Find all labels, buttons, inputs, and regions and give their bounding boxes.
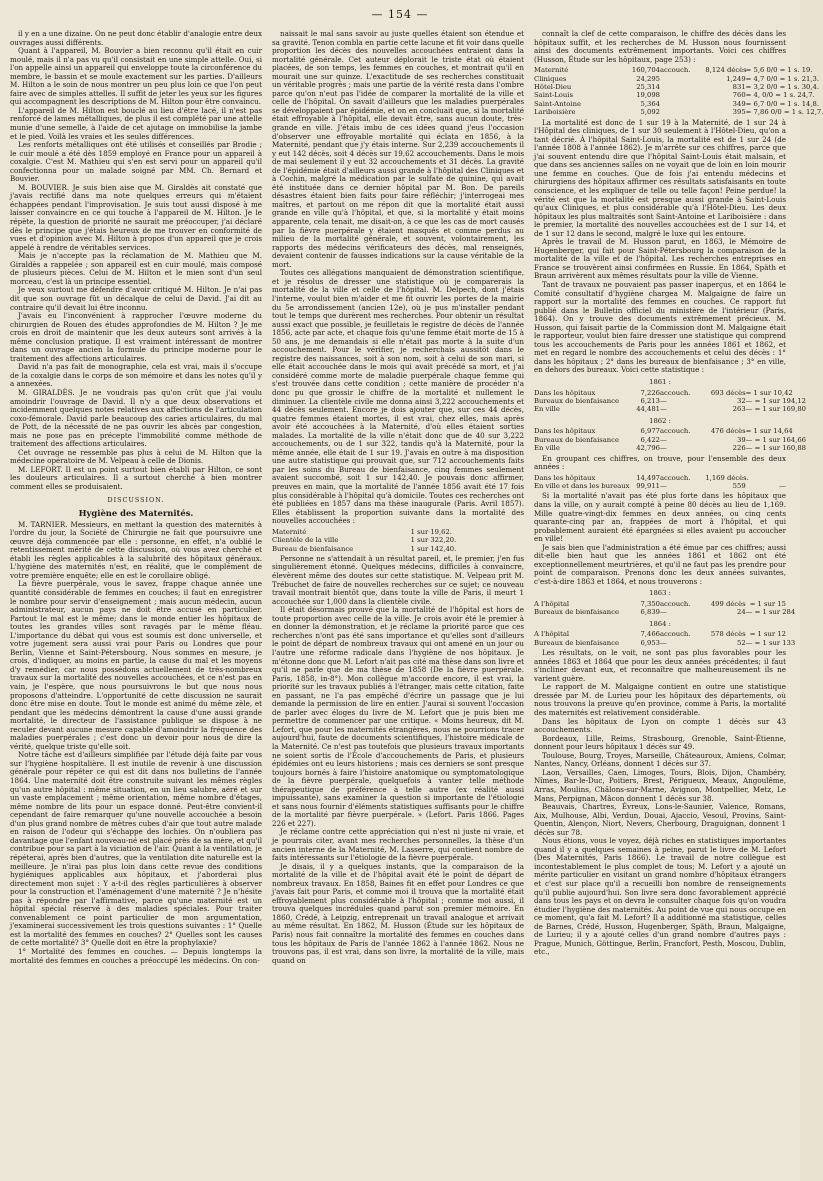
- paragraph: Je sais bien que l'administration a été émue par ces chiffres; aussi dit-elle bien haut que les années 1861 et 1862 ont été exceptionnellement meurtrières, et qu'il ne faut pas les prendre pour point de comparaison. Prenons donc les deux années suivantes, c'est-à-dire 1863 et 1864, et nous trouverons :: [534, 542, 786, 586]
- table-cell-label: accouch.: [659, 66, 691, 75]
- paragraph: connaît la clef de cette comparaison, le chiffre des décès dans les hôpitaux suffit, et les recherches de M. Husson nous fournissent ainsi des documents extrêmement importants. Voici ces chiffres (Husson, Étude sur les hôpitaux, page 253) :: [534, 29, 786, 64]
- text-columns: [10, 29, 823, 1171]
- table-cell-label: [660, 83, 705, 91]
- paragraph: Je veux surtout me défendre d'avoir critiqué M. Hilton. Je n'ai pas dit que son ouvrage fût un décalque de celui de David. J'ai dit au contraire qu'il devait lui être inconnu.: [10, 285, 262, 312]
- table-cell-ratio: — = 1 sur 194,12: [745, 396, 807, 405]
- table-row: [534, 396, 807, 405]
- paragraph: Je disais, il y a quelques instants, que la comparaison de la mortalité de la ville et de l'hôpital avait été le point de départ de nombreux travaux. En 1858, Baines fit en effet pour Londres ce que j'avais fait pour Paris, et comme moi il trouva que la mortalité était effroyablement plus considérable à l'hôpital ; comme moi aussi, il trouva quelques incrédules quand parut son premier mémoire. En 1860, Crédé, à Leipzig, entreprenait un travail analogue et arrivait au même résultat. En 1862, M. Husson (Étude sur les hôpitaux de Paris) nous fait connaître la mortalité des femmes en couches dans tous les hôpitaux de Paris de l'année 1862 à l'année 1862. Nous ne trouvons pas, il est vrai, dans son livre, la mortalité de la ville, mais quand on: [272, 861, 524, 965]
- table-cell-births: 6,422: [640, 435, 660, 444]
- table-cell-deaths: 395: [732, 108, 746, 117]
- table-cell-name: Maternité: [534, 66, 569, 75]
- table-cell-label: [660, 108, 705, 116]
- table-cell-deaths: 349: [732, 99, 746, 108]
- paragraph: Cet ouvrage ne ressemble pas plus à celui de M. Hilton que la médecine opératoire de M. Velpeau à celle de Dionis.: [10, 447, 262, 466]
- section-title: Hygiène des Maternités.: [78, 508, 194, 519]
- paragraph: Le rapport de M. Malgaigne contient en outre une statistique dressée par M. de Lurieu pour les hôpitaux des départements, où nous trouvons la preuve qu'en province, comme à Paris, la mortalité des maternités est relativement considérable.: [534, 682, 786, 718]
- paragraph: Beauvais, Chartres, Évreux, Lons-le-Saunier, Valence, Romans, Aix, Mulhouse, Albi, Verdun, Douai, Ajaccio, Vesoul, Provins, Saint-Quentin, Alençon, Niort, Nevers, Cherbourg, Draguignan, donnent 1 décès sur 78.: [534, 802, 786, 837]
- table-cell-ratio: — = 1 sur 164,66: [745, 435, 807, 444]
- column-1: [10, 30, 262, 1171]
- table-cell-deaths: 226: [732, 444, 746, 453]
- table-row: [534, 630, 786, 638]
- table-cell-label: accouch.: [659, 630, 691, 639]
- table-cell-deaths: 1,249: [726, 74, 746, 83]
- table-cell-births: 99,911: [636, 482, 660, 491]
- table-row: [534, 108, 823, 117]
- table-cell-label: Bureau de bienfaisance: [272, 544, 354, 553]
- stats-table-combined: [534, 474, 786, 491]
- column-3-paragraphs-3: [534, 455, 786, 472]
- table-cell-deaths: 39: [737, 435, 746, 444]
- paragraph: naissait le mal sans savoir au juste quelles étaient son étendue et sa gravité. Tenon comblа en partie cette lacune et fit voir dans quelle proportion les décès des nouvelles accouchées entraient dans la mortalité générale. Cet auteur déplorait le triste état où étaient placées, de son temps, les femmes en couches, et montrait qu'il en mourait une sur quinze. L'exactitude de ses recherches constituait un véritable progrès ; mais une partie de la vérité resta dans l'ombre parce qu'on n'eut pas l'idée de comparer la mortalité de la ville et celle de l'hôpital. On savait d'ailleurs que les maladies puerpérales se développaient par épidémie, et on en concluait que, si la mortalité était effroyable à l'hôpital, elle devait être, sans aucun doute, très-grande en ville. J'étais imbu de ces idées quand j'eus l'occasion d'observer une effroyable mortalité qui éclata en 1856, à la Maternité, pendant que j'y étais interne. Sur 2,239 accouchements il y eut 142 décès, soit 4 décès sur 19,62 accouchements. Dans le mois de mai seulement il y eut 32 accouchements et 31 décès. La gravité de l'épidémie était d'ailleurs aussi grande à l'hôpital des Cliniques et à Cochin, malgré la médication par le sulfate de quinine, qui avait été instituée dans ce dernier hôpital par M. Bon. De pareils désastres étaient bien faits pour faire réfléchir; j'interrogeai mes maîtres, et partout on me répon dit que la mortalité était aussi grande en ville qu'à l'hôpital, et que, si la mortalité y était moins apparente, cela tenait, me disait-on, à ce que les cas de mort causés par la fièvre puerpérale y étaient masqués et comme perdus au milieu de la mortalité générale, et souvent, volontairement, les rapports des médecins vérificateurs des décès, mal renseignés, devaient contenir de fausses indications sur la cause véritable de la mort.: [272, 29, 524, 269]
- column-2-paragraphs: [272, 30, 524, 526]
- table-cell-ratio: = 1 sur 15: [749, 600, 786, 609]
- table-row: [534, 388, 793, 397]
- table-cell-name: Bureaux de bienfaisance: [534, 638, 620, 647]
- table-cell-births: 44,481: [636, 405, 660, 414]
- paragraph: M. GIRALDÈS. Je ne voudrais pas qu'on crût que j'ai voulu amoindrir l'ouvrage de David. Il n'y a que deux observations et incidemment quelques notes relatives aux affections de l'articulation coxo-fémorale. David parle beaucoup des caries articulaires, du mal de Pott, de la nécessité de ne pas ouvrir les abcès par congestion, mais ne pose pas en précepte l'immobilité comme méthode de traitement des affections articulaires.: [10, 387, 262, 449]
- paragraph: M. BOUVIER. Je suis bien aise que M. Giraldès ait constaté que j'avais rectifié dans ma note quelques erreurs qui m'étaient échappées pendant l'improvisation. Je suis tout aussi disposé à me laisser convaincre en ce qui touche à l'appareil de M. Hilton. Je le répète, la question de priorité ne saurait me préoccuper, j'ai déclaré dès le principe que j'étais heureux de me trouver en conformité de vues et d'opinion avec M. Hilton à propos d'un appareil que je crois appelé à rendre de véritables services.: [10, 182, 262, 252]
- stats-table-1863: [534, 600, 796, 617]
- table-cell-ratio: — = 1 sur 160,88: [745, 444, 807, 453]
- year-heading-1862: 1862 :: [649, 416, 671, 425]
- table-cell-births: 42,796: [636, 444, 660, 453]
- table-cell-deaths: 263: [732, 405, 746, 414]
- table-cell-name: A l'hôpital: [534, 600, 570, 609]
- year-heading-1864: 1864 :: [649, 619, 671, 628]
- paragraph: Après le travail de M. Husson parut, en 1863, le Mémoire de Hugenberger, qui fait pour Saint-Pétersbourg la comparaison de la mortalité de la ville et de l'hôpital. Les recherches entreprises en France se trouvèrent ainsi confirmées en Russie. En 1864, Späth et Braun arrivèrent aux mêmes résultats pour la ville de Vienne.: [534, 237, 786, 281]
- stats-table-1862: [534, 427, 807, 453]
- table-row: [534, 74, 820, 83]
- column-3: [534, 29, 823, 1171]
- table-cell-deaths: 476 décès: [710, 427, 746, 436]
- table-cell-label: Clientèle de la ville: [272, 536, 339, 545]
- table-cell-label: [660, 75, 705, 83]
- year-heading-1861: 1861 :: [649, 378, 671, 387]
- paragraph: Les résultats, on le voit, ne sont pas plus favorables pour les années 1863 et 1864 que pour les deux années précédentes; il faut s'incliner devant eux, et reconnaître que malheureusement ils ne varient guère.: [534, 648, 786, 683]
- table-row: [534, 66, 813, 75]
- paragraph: J'avais eu l'inconvénient à rapprocher l'œuvre moderne du chirurgien de Rouen des études approfondies de M. Hilton ? Je me crois en droit de maintenir que les deux auteurs sont arrivés à la même conclusion pratique. Il est vraiment intéressant de montrer dans un ouvrage ancien la formule du principe moderne pour le traitement des affections articulaires.: [10, 311, 262, 363]
- table-cell-label: [660, 100, 705, 108]
- hospital-mortality-table: [534, 66, 823, 117]
- table-cell-name: Bureaux de bienfaisance: [534, 435, 620, 444]
- paragraph: Mais je n'accepte pas la réclamation de M. Mathieu que M. Giraldès a rappelée ; son appareil est en cuir moulé, mais composé de plusieurs pièces. Celui de M. Hilton et le mien sont d'un seul morceau, c'est là un principe essentiel.: [10, 251, 262, 286]
- table-cell-births: 14,497: [636, 473, 660, 482]
- table-cell-deaths: 52: [737, 638, 746, 647]
- stats-table-1861: [534, 388, 807, 414]
- table-cell-name: Saint-Antoine: [534, 99, 581, 108]
- table-cell-deaths: 578 décès: [710, 630, 746, 639]
- table-cell-name: Cliniques: [534, 74, 567, 83]
- table-cell-births: 6,953: [640, 638, 660, 647]
- paragraph: Laon, Versailles, Caen, Limoges, Tours, Blois, Dijon, Chambéry, Nîmes, Bar-le-Duc, Poitiers, Brest, Périgueux, Meaux, Angoulême, Arras, Moulins, Châlons-sur-Marne, Avignon, Montpellier, Metz, Le Mans, Perpignan, Mâcon donnent 1 décès sur 38.: [534, 767, 786, 803]
- table-cell-name: Dans les hôpitaux: [534, 473, 596, 482]
- table-row: [534, 608, 796, 617]
- paragraph: Je réclame contre cette appréciation qui n'est ni juste ni vraie, et je pourrais citer, avant mes recherches personnelles, la thèse d'un ancien interne de la Maternité, M. Lasserre, qui contient nombre de faits intéressants sur l'étiologie de la fièvre puerpérale.: [272, 827, 524, 863]
- paragraph: L'appareil de M. Hilton est bouclé au lieu d'être lacé, il n'est pas renforcé de lames métalliques, de plus il est complété par une attelle munie d'une semelle, à l'aide de cet ajutage on immobilise la jambe et le pied. Voilà les vraies et les seules différences.: [10, 105, 262, 141]
- table-cell-deaths: 8,124 décès: [705, 66, 747, 75]
- table-cell-name: Dans les hôpitaux: [534, 427, 596, 436]
- table-cell-name: Lariboisière: [534, 108, 576, 117]
- table-cell-deaths: 24: [737, 608, 746, 617]
- mortality-table-1856: [272, 528, 524, 553]
- table-cell-ratio: = 3,2 0/0 = 1 s. 30,4.: [745, 83, 820, 91]
- table-cell-ratio: = 4,7 0/0 = 1 s. 21,3.: [745, 74, 820, 83]
- table-cell-deaths: 559: [732, 482, 746, 491]
- table-row: [534, 99, 820, 108]
- table-cell-ratio: [746, 474, 786, 482]
- paragraph: M. LEFORT. Il est un point surtout bien établi par Hilton, ce sont les douleurs articulaires. Il a surtout cherché à bien montrer comment elles se produisaient.: [10, 464, 262, 491]
- table-cell-name: Bureaux de bienfaisance: [534, 396, 620, 405]
- table-cell-ratio: —: [779, 482, 786, 491]
- table-cell-births: 7,466: [640, 630, 660, 639]
- table-cell-ratio: = 6,7 0/0 = 1 s. 14,8.: [745, 99, 820, 108]
- table-cell-value: 1 sur 19,62.: [410, 527, 452, 536]
- table-cell-name: Saint-Louis: [534, 91, 573, 100]
- table-cell-label: —: [659, 444, 667, 453]
- paragraph: Quant à l'appareil, M. Bouvier a bien reconnu qu'il était en cuir moulé, mais il n'a pas vu qu'il consistait en une simple attelle. Oui, si l'on appelle ainsi un appareil qui enveloppe toute la circonférence du membre, le bassin et se moule exactement sur les parties. D'ailleurs M. Hilton a le soin de nous montrer un peu plus loin ce que l'on peut faire avec de simples attelles. Il suffit de jeter les yeux sur les figures qui accompagnent les descriptions de M. Hilton pour être convaincu.: [10, 46, 262, 107]
- table-row: [272, 536, 524, 544]
- table-cell-deaths: 499 décès: [710, 600, 746, 609]
- paragraph: Les renforts métalliques ont été utilisés et conseillés par Brodie ; le cuir moulé a été dès 1859 employé en France pour un appareil à coxalgie. C'est M. Mathieu qui s'en est servi pour un appareil qu'il confectionna pour un malade soigné par MM. Ch. Bernard et Bouvier.: [10, 140, 262, 184]
- paragraph: En groupant ces chiffres, on trouve, pour l'ensemble des deux années :: [534, 453, 786, 472]
- table-cell-name: Hôtel-Dieu: [534, 83, 572, 91]
- table-cell-births: 6,977: [640, 427, 660, 436]
- year-heading-1863: 1863 :: [649, 589, 671, 598]
- paragraph: Il était désormais prouvé que la mortalité de l'hôpital est hors de toute proportion avec celle de la ville. Je crois avoir été le premier à en donner la démonstration, et je réclame la priorité parce que ces recherches n'ont pas été sans importance et qu'elles sont d'ailleurs le point de départ de nombreux travaux qui ont amené en un jour ou l'autre une réforme radicale dans l'hygiène de nos hôpitaux. Je m'étonne donc que M. Lefort n'ait pas cité ma thèse dans son livre et qu'il ne parle que de ma thèse de 1858 (De la fièvre puerpérale. Paris, 1858, in-8°). Mon collègue m'accorde encore, il est vrai, la priorité sur les travaux publiés à l'étranger, mais cette citation, faite en passant, ne l'a pas empêché d'écrire un passage que je lui demande la permission de lire en entier. J'aurai si souvent l'occasion de parler avec éloges du livre de M. Lefort que je puis bien me permettre de commencer par une critique. « Moins heureux, dit M. Lefort, que pour les maternités étrangères, nous ne pourrions tracer aujourd'hui, faute de documents scientifiques, l'histoire médicale de la Maternité. Ce n'est pas toutefois que plusieurs travaux importants ne soient sortis de l'École d'accouchements de Paris, et plusieurs épidémies ont eu leurs historiens ; mais ces derniers se sont presque toujours bornés à faire l'histoire anatomique ou symptomatologique de la fièvre puerpérale, quelquefois à vanter telle méthode thérapeutique de préférence à telle autre (ex réalité aussi impuissante), sans examiner la question si importante de l'étiologie et sans nous fournir d'éléments statistiques suffisants pour le chiffre de la mortalité par fièvre puerpérale. » (Lefort. Paris 1866. Pages 226 et 227).: [272, 605, 524, 828]
- table-cell-name: Bureaux de bienfaisance: [534, 608, 620, 617]
- paragraph: David n'a pas fait de monographie, cela est vrai, mais il s'occupe de la coxalgie dans le corps de son mémoire et dans les notes qu'il y a annexées.: [10, 362, 262, 389]
- table-row: [272, 528, 524, 536]
- table-cell-births: 25,314: [636, 83, 660, 91]
- table-row: [534, 482, 786, 490]
- table-row: [534, 405, 807, 414]
- table-row: [534, 435, 807, 444]
- table-cell-ratio: = 1 sur 12: [749, 630, 786, 639]
- column-2-paragraphs-2: [272, 555, 524, 965]
- table-cell-label: —: [659, 482, 667, 491]
- paragraph: Tant de travaux ne pouvaient pas passer inaperçus, et en 1864 le Comité consultatif d'hygiène chargea M. Malgaigne de faire un rapport sur la mortalité des femmes en couches. Ce rapport fut publié dans le Bulletin officiel du ministère de l'intérieur (Paris, 1864). On y trouve des documents extrêmement précieux. M. Husson, qui faisait partie de la Commission dont M. Malgaigne était le rapporteur, voulut bien faire dresser une statistique qui comprend tous les accouchements de Paris pour les années 1861 et 1862, et met en regard le nombre des accouchements et celui des décès : 1° dans les hôpitaux ; 2° dans les bureaux de bienfaisance ; 3° en ville, en dehors des bureaux. Voici cette statistique :: [534, 280, 786, 375]
- table-row: [534, 474, 786, 482]
- table-cell-births: 6,213: [640, 396, 660, 405]
- paragraph: Si la mortalité n'avait pas été plus forte dans les hôpitaux que dans la ville, on y aurait compté à peine 80 décès au lieu de 1,169. Mille quatre-vingt-dix femmes en deux années, ou cinq cents quarante-cinq par an, frappées de mort à l'hôpital, et qui probablement auraient été épargnées si elles avaient pu accoucher en ville!: [534, 491, 786, 544]
- table-cell-value: 1 sur 322,20.: [410, 536, 457, 545]
- paragraph: La fièvre puerpérale, vous le savez, frappe chaque année une quantité considérable de femmes en couches; il faut en enregistrer le nombre pour servir d'enseignement ; mais aucun médecin, aucun administrateur, aucun pays ne doit être accusé en particulier. Partout le mal est le même; dans le monde entier les hôpitaux de toutes les grandes villes sont ravagés par le même fléau. L'importance du débat qui vous est soumis est donc universelle, et votre jugement sera aussi vrai pour Paris ou Londres que pour Berlin, Vienne et Saint-Pétersbourg. Nous sommes en mesure, je crois, d'indiquer, au moins en partie, la cause du mal et les moyens d'y remédier, car nous possédons actuellement de très-nombreux travaux sur la mortalité des nouvelles accouchées, et ce n'est pas en vain, je l'espère, que nous poursuivrons le but que nous nous proposons d'atteindre. L'opportunité de cette discussion ne saurait donc être mise en doute. Tout le monde est animé du même zèle, et pendant que les médecins démontrent la cause d'une aussi grande mortalité, le directeur de l'assistance publique se dispose à ne reculer devant aucune mesure capable d'amoindrir la fréquence des maladies puerpérales ; c'est donc un devoir pour nous de dire la vérité, quelque triste qu'elle soit.: [10, 579, 262, 751]
- table-row: [534, 83, 820, 91]
- column-1-paragraphs-2: [10, 521, 262, 965]
- table-cell-deaths: 693 décès: [710, 388, 746, 397]
- table-cell-births: 160,704: [631, 66, 660, 75]
- column-2: [272, 30, 524, 1171]
- table-row: [534, 91, 815, 100]
- paragraph: Dans les hôpitaux de Lyon on compte 1 décès sur 43 accouchements.: [534, 716, 786, 735]
- table-row: [272, 545, 524, 553]
- table-cell-deaths: 760: [732, 91, 746, 100]
- table-cell-label: accouch.: [659, 600, 691, 609]
- table-row: [534, 600, 786, 608]
- column-3-paragraphs: [534, 30, 786, 64]
- table-cell-label: —: [659, 638, 667, 647]
- table-cell-label: —: [659, 435, 667, 444]
- column-3-paragraphs-4: [534, 492, 786, 586]
- paragraph: 1° Mortalité des femmes en couches. — Depuis longtemps la mortalité des femmes en couches a préoccupé les médecins. On con-: [10, 946, 262, 965]
- table-cell-label: [660, 91, 705, 99]
- table-cell-births: 7,226: [640, 388, 660, 397]
- table-cell-births: 7,350: [640, 600, 660, 609]
- table-cell-ratio: — = 1 sur 284: [745, 608, 796, 617]
- table-cell-label: accouch.: [659, 388, 691, 397]
- table-cell-ratio: = 4, 0/0 = 1 s. 24,7.: [745, 91, 815, 100]
- table-cell-label: Maternité: [272, 527, 307, 536]
- table-cell-label: —: [659, 396, 667, 405]
- column-3-paragraphs-5: [534, 649, 786, 957]
- paragraph: M. TARNIER. Messieurs, en mettant la question des maternités à l'ordre du jour, la Société de Chirurgie ne fait que poursuivre une œuvre déjà commencée par elle : personne, en effet, n'a oublié le retentissement mérité de cette discussion, où vous avez cherché et établi les règles applicables à la salubrité des hôpitaux généraux. L'hygiène des maternités n'est, en réalité, que le complément de votre première enquête; elle en est le corollaire obligé.: [10, 519, 262, 580]
- paragraph: Toulouse, Bourg, Troyes, Marseille, Châteauroux, Amiens, Colmar, Nantes, Nancy, Orléans, donnent 1 décès sur 37.: [534, 750, 786, 769]
- table-cell-label: accouch.: [659, 427, 691, 436]
- table-row: [534, 638, 796, 647]
- discussion-label: DISCUSSION.: [107, 495, 165, 504]
- table-cell-name: En ville: [534, 405, 560, 414]
- column-1-paragraphs: [10, 30, 262, 492]
- table-cell-ratio: — = 1 sur 133: [745, 638, 796, 647]
- table-cell-deaths: 1,169 décès.: [705, 473, 749, 482]
- paragraph: Personne ne s'attendait à un résultat pareil, et, le premier, j'en fus singulièrement étonné. Quelques médecins, difficiles à convaincre, élevèrent même des doutes sur cette statistique. M. Velpeau prit M. Trébuchet de faire de nouvelles recherches sur ce sujet; ce nouveau travail montrait bientôt que, dans toute la ville de Paris, il meurt 1 accouchée sur 1,000 dans la clientèle civile.: [272, 553, 524, 606]
- column-3-paragraphs-2: [534, 119, 786, 375]
- table-cell-value: 1 sur 142,40.: [410, 544, 457, 553]
- table-row: [534, 444, 807, 453]
- paragraph: Notre tâche est d'ailleurs simplifiée par l'étude déjà faite par vous sur l'hygiène hospitalière. Il est inutile de revenir à une discussion générale pour répéter ce qui est dit dans nos bulletins de l'année 1864. Une maternité doit être construite suivant les mêmes règles qu'un autre hôpital : même situation, en un lieu salubre, aéré et sur un vaste emplacement ; même orientation, même nombre d'étages, même nombre de lits pour un espace donné. Peut-être convient-il cependant de faire remarquer qu'une nouvelle accouchée a besoin d'un plus grand nombre de mètres cubes d'air que tout autre malade en raison de l'odeur qui s'échappe des lochies. On n'oubliera pas davantage que l'enfant nouveau-né est placé près de sa mère, et qu'il contribue pour sa part à la viciation de l'air. Quant à la ventilation, je répéterai, après bien d'autres, que la ventilation dite naturelle est la meilleure. Je n'irai pas plus loin dans cette revue des conditions hygiéniques applicables aux hôpitaux, et j'aborderai plus directement mon sujet : Y a-t-il des règles particulières à observer pour la construction et l'aménagement d'une maternité ? Je n'hésite pas à répondre par l'affirmative, parce qu'une maternité est un hôpital spécial réservé à des maladies spéciales. Pour traiter convenablement ce point particulier de mon argumentation, j'examinerai successivement les trois questions suivantes : 1° Quelle est la mortalité des femmes en couches? 2° Quelles sont les causes de cette mortalité? 3° Quelle doit en être la prophylaxie?: [10, 750, 262, 948]
- table-cell-ratio: = 1 sur 10,42: [745, 388, 793, 397]
- table-cell-name: A l'hôpital: [534, 630, 570, 639]
- table-cell-deaths: 32: [737, 396, 746, 405]
- paragraph: Nous étions, vous le voyez, déjà riches en statistiques importantes quand il y a quelques semaines à peine, parut le livre de M. Lefort (Des Maternités, Paris 1866). Le travail de notre collègue est incontestablement le plus complet de tous; M. Lefort y a ajouté un mérite particulier en visitant un grand nombre d'hôpitaux étrangers et c'est sur place qu'il a recueilli bon nombre de renseignements qu'il publie aujourd'hui. Son livre sera donc favorablement apprécié dans tous les pays et on devra le consulter chaque fois qu'on voudra étudier l'hygiène des maternités. Au point de vue qui nous occupe en ce moment, qu'a fait M. Lefort? Il a additionné ma statistique, celles de Barnes, Crédé, Husson, Hugenberger, Späth, Braun, Malgaigne, de Lurieu; il y a ajouté celles d'un grand nombre d'autres pays : Prague, Munich, Göttingue, Berlin, Francfort, Pesth, Moscou, Dublin, etc.,: [534, 836, 786, 957]
- table-cell-births: 19,098: [636, 91, 660, 100]
- table-cell-ratio: = 1 sur 14,64: [745, 427, 793, 436]
- table-cell-births: 5,092: [640, 108, 660, 117]
- table-row: [534, 427, 793, 436]
- table-cell-name: En ville et dans les bureaux: [534, 482, 630, 491]
- table-cell-ratio: = 7,86 0/0 = 1 s. 12,7.: [745, 108, 823, 117]
- table-cell-births: 5,364: [640, 99, 660, 108]
- paragraph: il y en a une dizaine. On ne peut donc établir d'analogie entre deux ouvrages aussi différents.: [10, 29, 262, 47]
- table-cell-name: En ville: [534, 444, 560, 453]
- table-cell-deaths: 831: [732, 83, 746, 91]
- paragraph: Bordeaux, Lille, Reims, Strasbourg, Grenoble, Saint-Étienne, donnent pour leurs hôpitaux 1 décès sur 49.: [534, 733, 786, 752]
- table-cell-label: accouch.: [659, 473, 691, 482]
- stats-table-1864: [534, 630, 796, 647]
- table-cell-ratio: = 5,6 0/0 = 1 s. 19.: [745, 66, 813, 75]
- table-cell-label: —: [659, 405, 667, 414]
- table-cell-ratio: — = 1 sur 169,80: [745, 405, 807, 414]
- table-cell-label: —: [659, 608, 667, 617]
- table-cell-name: Dans les hôpitaux: [534, 388, 596, 397]
- table-cell-births: 6,839: [640, 608, 660, 617]
- paragraph: Toutes ces allégations manquaient de démonstration scientifique, et je résolus de dresser une statistique où je comparerais la mortalité de la ville et celle de l'hôpital. M. Delpech, dont j'étais l'interne, voulut bien m'aider et me fit ouvrir les portes de la mairie du 5e arrondissement (ancien 12e), où je pus m'installer pendant tout le temps que durèrent mes recherches. Pour obtenir un résultat aussi exact que possible, je feuilletais le registre de décès de l'année 1856, acte par acte, et chaque fois qu'une femme était morte de 15 à 50 ans, je me demandais si elle n'était pas morte à la suite d'un accouchement. Pour le vérifier, je recherchais aussitôt dans le registre des naissances, soit à son nom, soit à celui de son mari, si elle était accouchée dans le mois qui avait précédé sa mort, et j'ai considéré comme morte de maladie puerpérale chaque femme qui s'est trouvée dans cette condition ; cette manière de procéder n'a donc pu que grossir le chiffre de la mortalité et nullement le diminuer. La clientèle civile me donna ainsi 3,222 accouchements et 44 décès seulement. Encore je dois ajouter que, sur ces 44 décès, quatre femmes étaient mortes, il est vrai, chez elles, mais après avoir été accouchées à la Maternité, d'où elles étaient sorties malades. La mortalité de la ville n'était donc que de 40 sur 3,222 accouchements, ou de 1 sur 322, tandis qu'à la Maternité, pour la même année, elle était de 1 sur 19. J'avais en outre à ma disposition une autre statistique qui prouvait que, sur 712 accouchements faits par les soins du Bureau de bienfaisance, cinq femmes seulement avaient succombé, soit 1 sur 142,40. Je pouvais donc affirmer, preuves en main, que la mortalité de l'année 1856 avait été 17 fois plus considérable à l'hôpital qu'à domicile. Toutes ces recherches ont été publiées en 1857 dans ma thèse inaugurale (Paris. Avril 1857). Elles établissent la proportion suivante dans la mortalité des nouvelles accouchées :: [272, 268, 524, 526]
- page-number: — 154 —: [371, 8, 429, 21]
- table-cell-births: 24,295: [636, 74, 660, 83]
- paragraph: La mortalité est donc de 1 sur 19 à la Maternité, de 1 sur 24 à l'Hôpital des cliniques, de 1 sur 30 seulement à l'Hôtel-Dieu, qu'on a tant décrié. À l'hôpital Saint-Louis, la mortalité est de 1 sur 24 (de l'année 1808 à l'année 1862). Je m'arrête sur ces chiffres, parce que j'ai souvent entendu dire que l'hôpital Saint-Louis était malsain, et que dans ses anciennes salles on ne voyait que de loin en loin mourir une femme en couches. Que de fois j'ai entendu médecins et chirurgiens des hôpitaux affirmer ces résultats satisfaisants en toute conscience, et les expliquer de telle ou telle façon! Peine perdue! la vérité est que la mortalité est presque aussi grande à Saint-Louis qu'aux Cliniques, et plus considérable qu'à l'Hôtel-Dieu. Les deux hôpitaux les plus maltraités sont Saint-Antoine et Lariboisière : dans le premier, la mortalité des nouvelles accouchées est de 1 sur 14, et de 1 sur 12 dans le second, malgré le luxe qui les entoure.: [534, 117, 786, 238]
